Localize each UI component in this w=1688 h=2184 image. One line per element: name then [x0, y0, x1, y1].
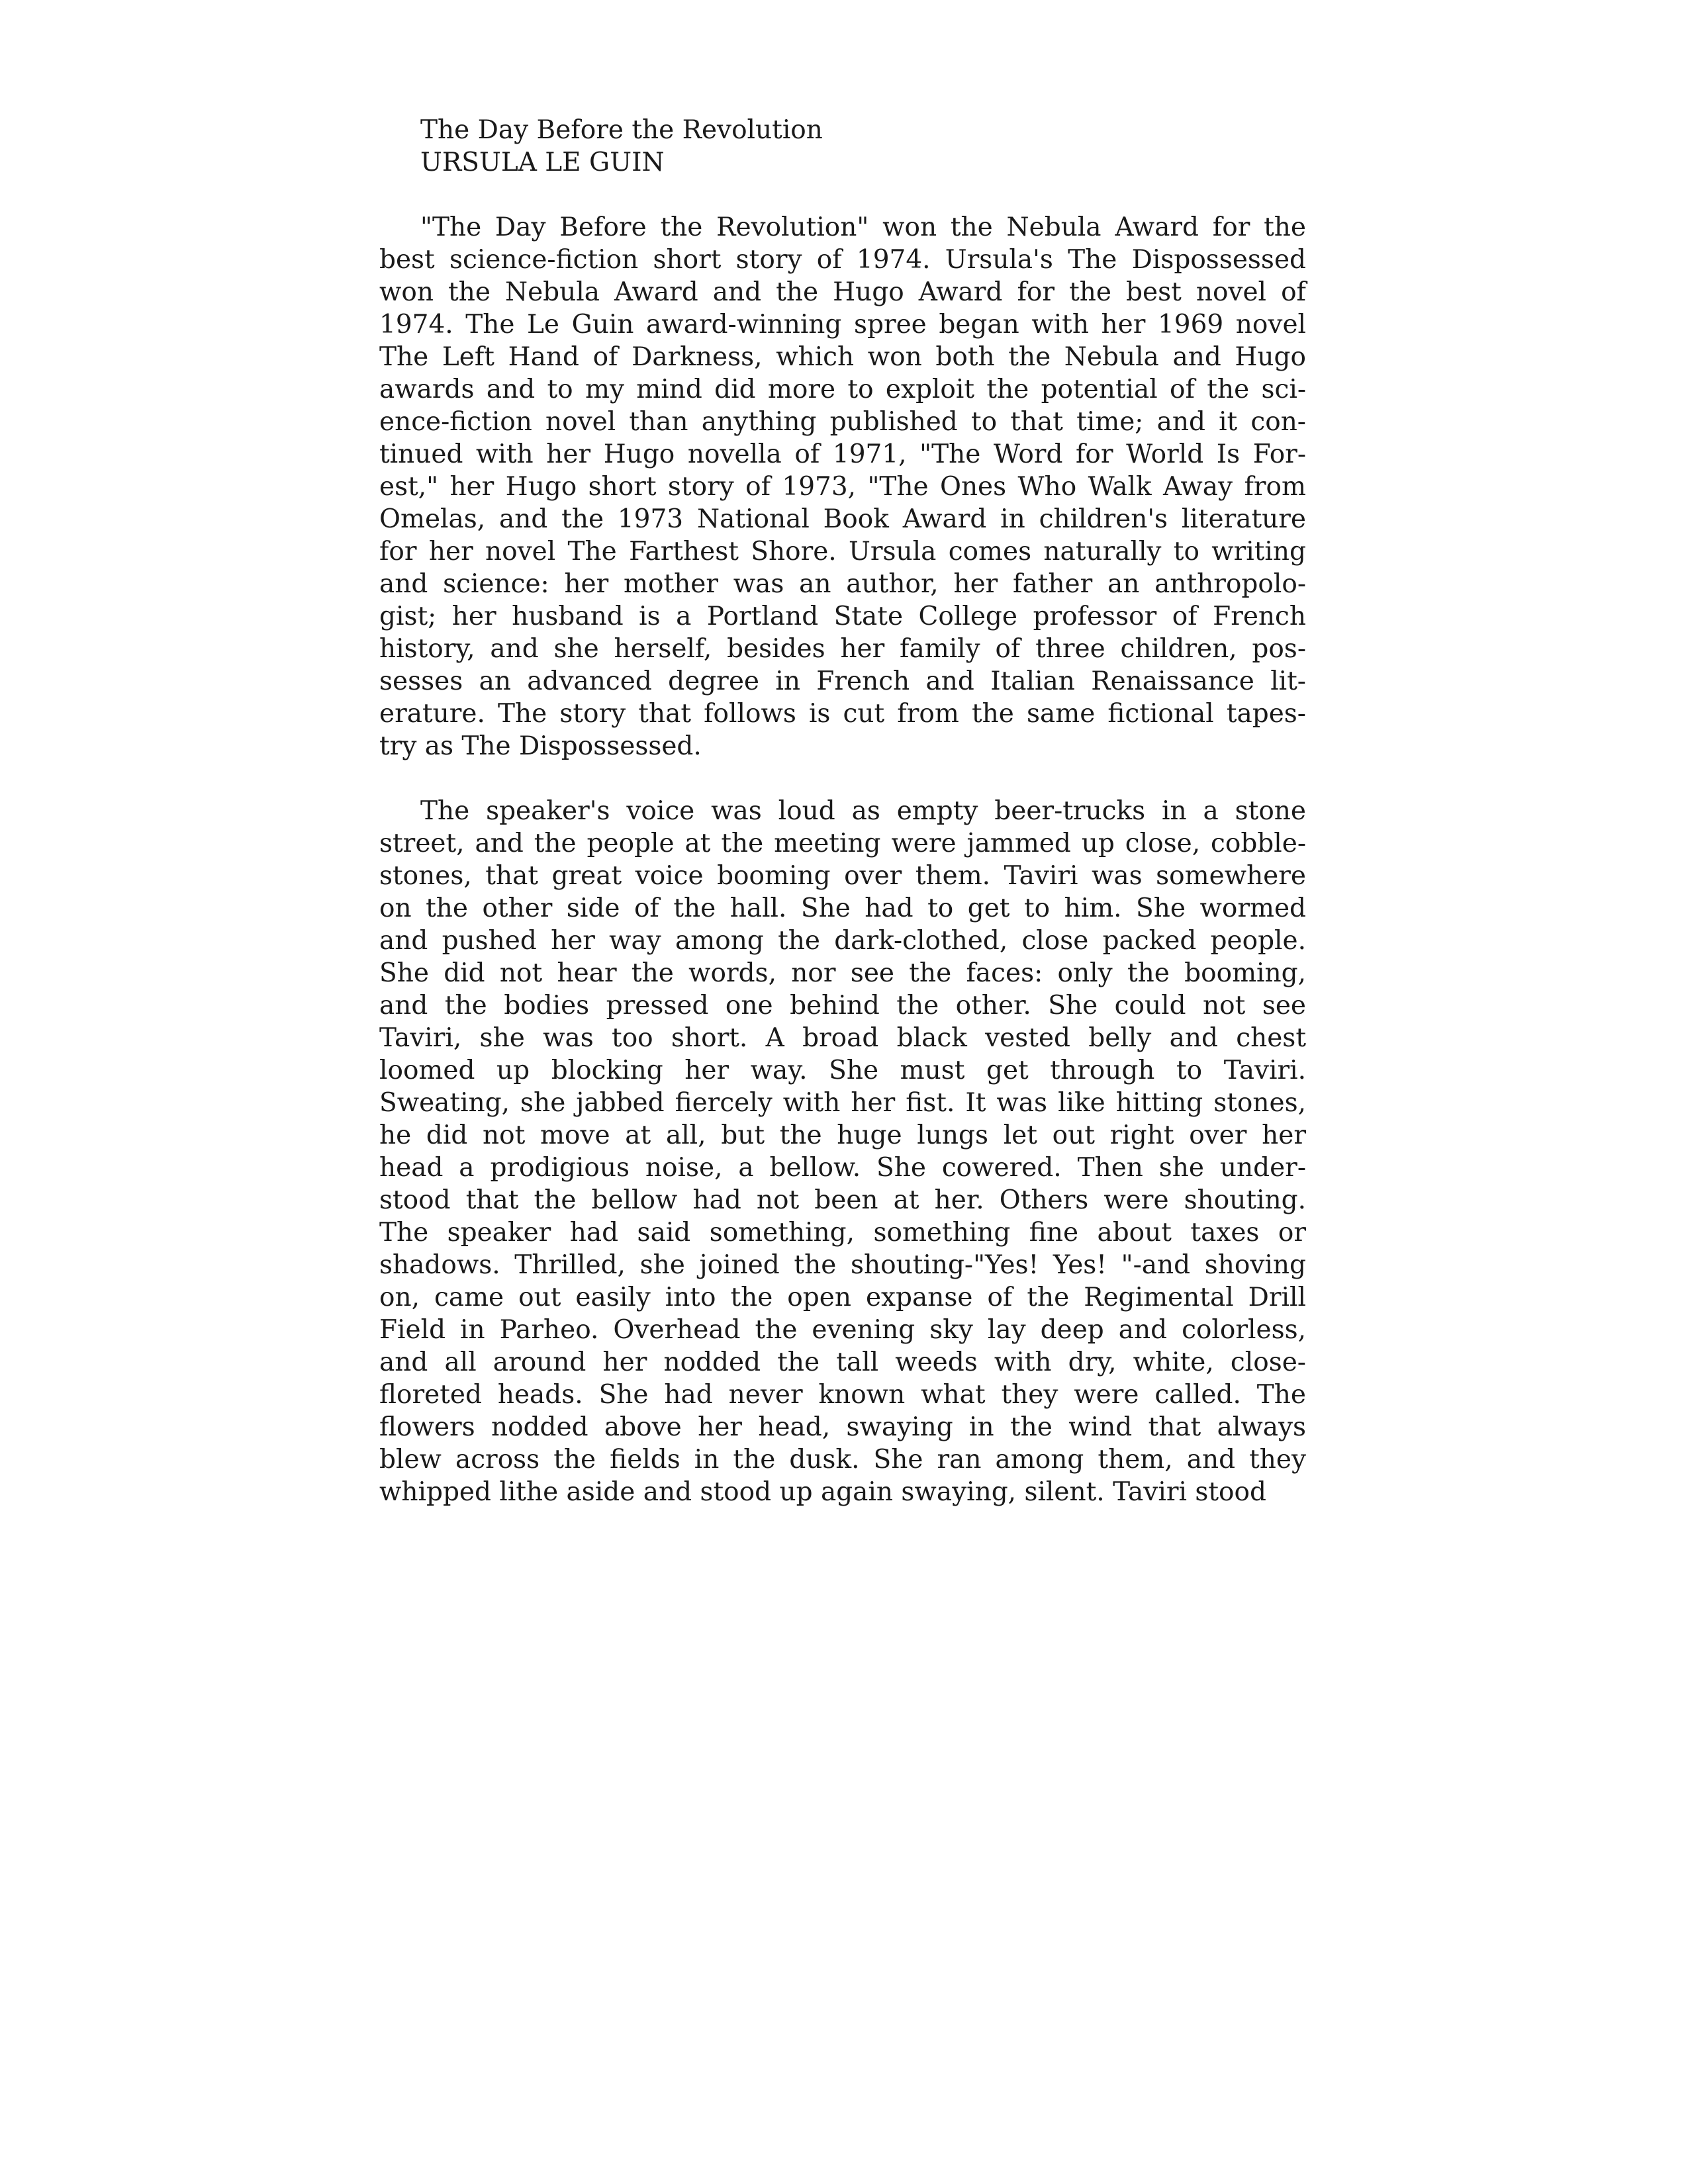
story-line: Taviri, she was too short. A broad black vested belly and chest [379, 1023, 1306, 1053]
intro-line: won the Nebula Award and the Hugo Award for the best novel of [379, 277, 1306, 307]
intro-line: best science-fiction short story of 1974. Ursula's The Dispossessed [379, 245, 1306, 275]
story-line: and pushed her way among the dark-clothed, close packed people. [379, 926, 1306, 956]
story-line: The speaker's voice was loud as empty beer-trucks in a stone [420, 796, 1306, 826]
intro-line: The Left Hand of Darkness, which won both the Nebula and Hugo [379, 342, 1306, 372]
intro-line: tinued with her Hugo novella of 1971, "The Word for World Is For- [379, 439, 1306, 469]
intro-line: gist; her husband is a Portland State College professor of French [379, 602, 1306, 631]
story-line: The speaker had said something, something fine about taxes or [379, 1218, 1306, 1248]
story-title: The Day Before the Revolution [420, 115, 823, 145]
intro-line: try as The Dispossessed. [379, 731, 702, 761]
intro-line: history, and she herself, besides her family of three children, pos- [379, 634, 1306, 664]
intro-line: erature. The story that follows is cut from the same fictional tapes- [379, 699, 1306, 729]
intro-line: 1974. The Le Guin award-winning spree began with her 1969 novel [379, 310, 1306, 340]
story-line: floreted heads. She had never known what they were called. The [379, 1380, 1306, 1410]
story-line: loomed up blocking her way. She must get through to Taviri. [379, 1056, 1306, 1085]
story-line: blew across the fields in the dusk. She ran among them, and they [379, 1445, 1306, 1475]
intro-line: Omelas, and the 1973 National Book Award in children's literature [379, 504, 1306, 534]
story-line: and the bodies pressed one behind the other. She could not see [379, 991, 1306, 1021]
intro-line: awards and to my mind did more to exploit the potential of the sci- [379, 375, 1306, 404]
story-line: shadows. Thrilled, she joined the shouting-"Yes! Yes! "-and shoving [379, 1250, 1306, 1280]
story-line: whipped lithe aside and stood up again swaying, silent. Taviri stood [379, 1477, 1266, 1507]
intro-line: and science: her mother was an author, her father an anthropolo- [379, 569, 1306, 599]
intro-paragraph [379, 211, 1306, 762]
story-line: street, and the people at the meeting were jammed up close, cobble- [379, 829, 1306, 858]
story-line: stood that the bellow had not been at her. Others were shouting. [379, 1185, 1306, 1215]
story-line: She did not hear the words, nor see the faces: only the booming, [379, 958, 1306, 988]
intro-line: est," her Hugo short story of 1973, "The Ones Who Walk Away from [379, 472, 1306, 502]
story-header [420, 114, 1306, 179]
intro-line: for her novel The Farthest Shore. Ursula comes naturally to writing [379, 537, 1306, 567]
story-line: head a prodigious noise, a bellow. She cowered. Then she under- [379, 1153, 1306, 1183]
story-line: stones, that great voice booming over them. Taviri was somewhere [379, 861, 1306, 891]
story-line: on the other side of the hall. She had to get to him. She wormed [379, 893, 1306, 923]
story-author: URSULA LE GUIN [420, 148, 665, 177]
story-line: Sweating, she jabbed fiercely with her fist. It was like hitting stones, [379, 1088, 1306, 1118]
text-block [379, 114, 1306, 1541]
story-line: Field in Parheo. Overhead the evening sky lay deep and colorless, [379, 1315, 1306, 1345]
story-line: on, came out easily into the open expanse of the Regimental Drill [379, 1283, 1306, 1312]
story-line: and all around her nodded the tall weeds with dry, white, close- [379, 1347, 1306, 1377]
intro-line: ence-fiction novel than anything published to that time; and it con- [379, 407, 1306, 437]
story-line: flowers nodded above her head, swaying in the wind that always [379, 1412, 1306, 1442]
story-paragraph [379, 795, 1306, 1508]
intro-line: sesses an advanced degree in French and Italian Renaissance lit- [379, 666, 1306, 696]
story-line: he did not move at all, but the huge lungs let out right over her [379, 1120, 1306, 1150]
intro-line: "The Day Before the Revolution" won the Nebula Award for the [420, 212, 1306, 242]
